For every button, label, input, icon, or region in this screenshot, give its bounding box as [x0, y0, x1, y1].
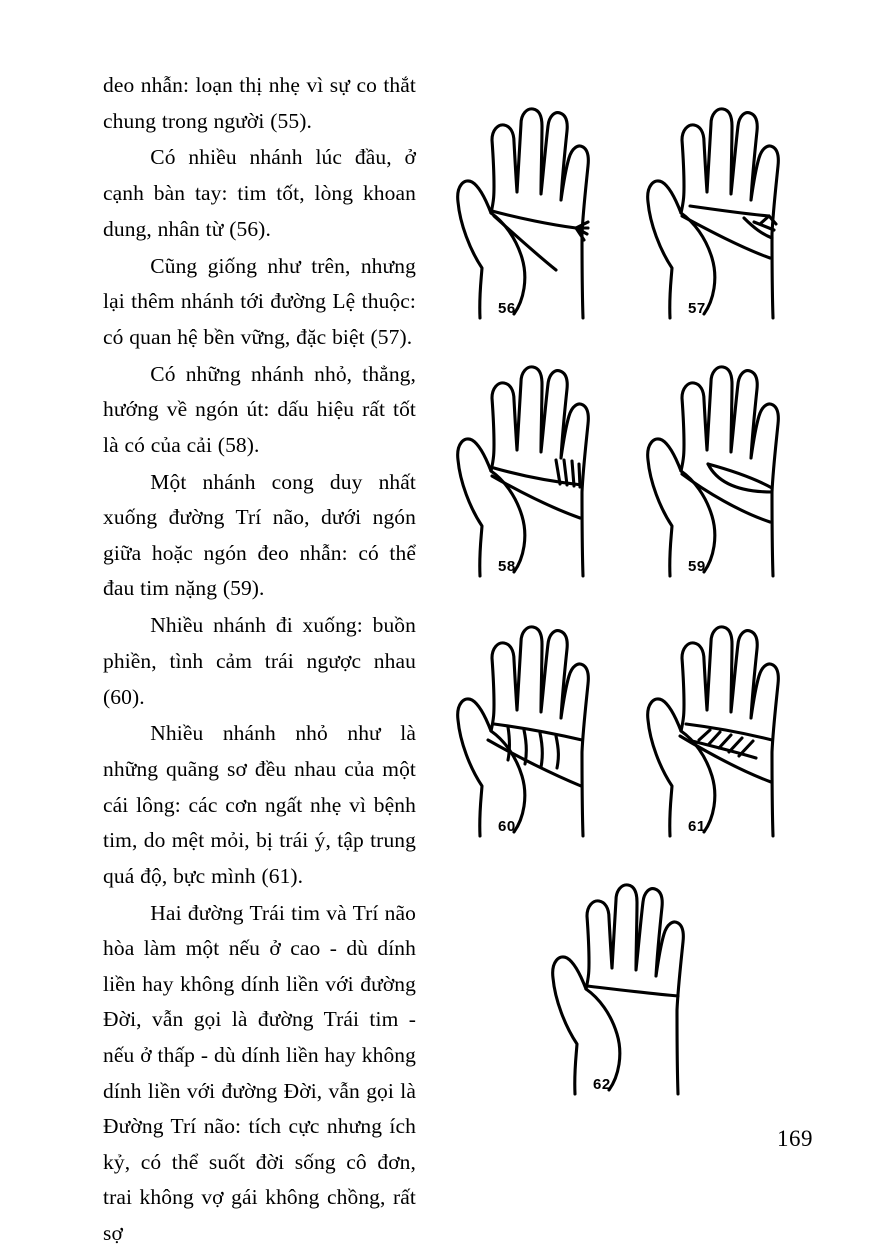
paragraph: Cũng giống như trên, nhưng lại thêm nhánh tới đường Lệ thuộc: có quan hệ bền vững, đặc biệt (57).: [103, 253, 416, 349]
figure-caption-56: 56: [498, 300, 516, 317]
figure-column: [430, 72, 840, 1112]
figure-caption-62: 62: [593, 1076, 611, 1093]
page-number: 169: [777, 1126, 813, 1151]
hand-diagram-61: [626, 600, 826, 850]
hand-diagram-59: [626, 340, 826, 590]
figure-caption-57: 57: [688, 300, 706, 317]
figure-hand-57: [626, 82, 826, 332]
figure-hand-60: [436, 600, 636, 850]
hand-diagram-57: [626, 82, 826, 332]
paragraph: Một nhánh cong duy nhất xuống đường Trí não, dưới ngón giữa hoặc ngón đeo nhẫn: có thể đau tim nặng (59).: [103, 469, 416, 601]
paragraph: Nhiều nhánh đi xuống: buồn phiền, tình cảm trái ngược nhau (60).: [103, 613, 416, 709]
paragraph: deo nhẫn: loạn thị nhẹ vì sự co thắt chung trong người (55).: [103, 73, 416, 133]
figure-hand-59: [626, 340, 826, 590]
hand-diagram-60: [436, 600, 636, 850]
figure-caption-61: 61: [688, 818, 706, 835]
hand-diagram-62: [531, 858, 731, 1108]
figure-caption-60: 60: [498, 818, 516, 835]
figure-hand-61: [626, 600, 826, 850]
paragraph: Có nhiều nhánh lúc đầu, ở cạnh bàn tay: tim tốt, lòng khoan dung, nhân từ (56).: [103, 145, 416, 241]
hand-diagram-58: [436, 340, 636, 590]
body-text-column: [103, 68, 416, 1253]
hand-diagram-56: [436, 82, 636, 332]
paragraph: Có những nhánh nhỏ, thẳng, hướng về ngón út: dấu hiệu rất tốt là có của cải (58).: [103, 361, 416, 457]
figure-caption-59: 59: [688, 558, 706, 575]
figure-hand-62: [531, 858, 731, 1108]
paragraph: Nhiều nhánh nhỏ như là những quãng sơ đều nhau của một cái lông: các cơn ngất nhẹ vì bệnh tim, do mệt mỏi, bị trái ý, tập trung quá độ, bực mình (61).: [103, 721, 416, 888]
figure-hand-56: [436, 82, 636, 332]
figure-hand-58: [436, 340, 636, 590]
paragraph: Hai đường Trái tim và Trí não hòa làm một nếu ở cao - dù dính liền hay không dính liền với đường Đời, vẫn gọi là đường Trái tim - nếu ở thấp - dù dính liền hay không dính liền với đường Đời, vẫn gọi là Đường Trí não: tích cực nhưng ích kỷ, có thể suốt đời sống cô đơn, trai không vợ gái không chồng, rất sợ: [103, 900, 416, 1245]
figure-caption-58: 58: [498, 558, 516, 575]
